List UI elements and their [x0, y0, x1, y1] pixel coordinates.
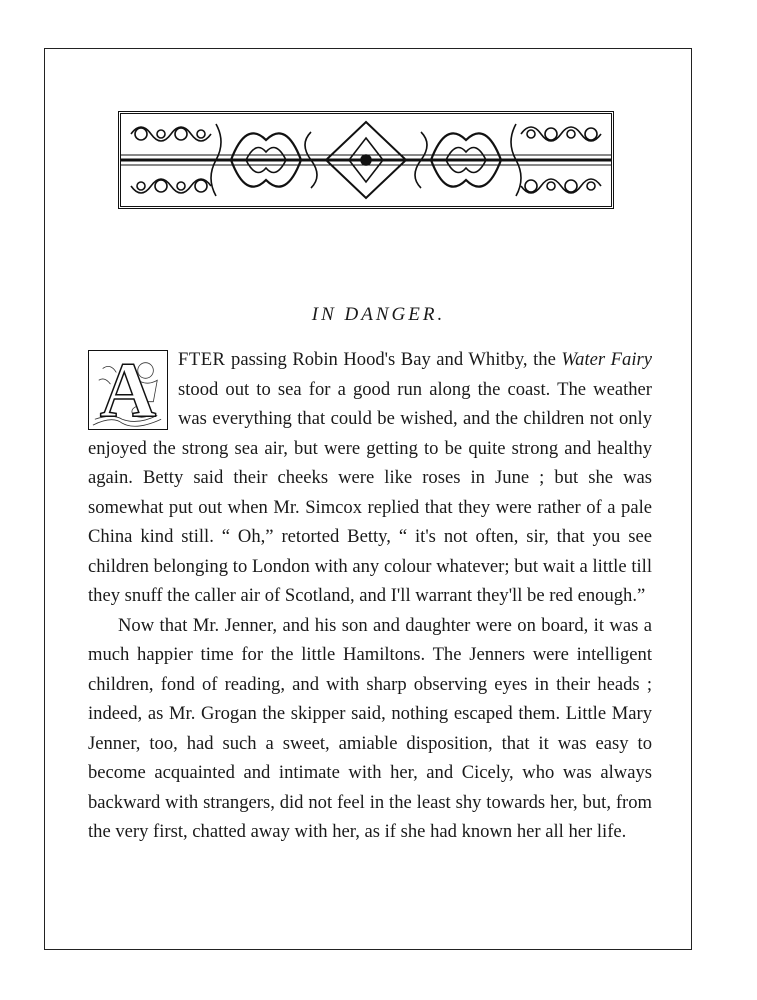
- ship-name: Water Fairy: [561, 349, 652, 370]
- drop-cap-letter: A: [99, 350, 157, 430]
- drop-cap: [88, 350, 168, 430]
- chapter-title: IN DANGER.: [311, 304, 446, 325]
- ornamental-headpiece: [118, 111, 614, 209]
- paragraph-1-part-2: stood out to sea for a good run along the coast. The weather was everything that could be wished, and the children not only enjoyed the strong sea air, but were getting to be quite strong and healthy again. Betty said their cheeks were like roses in June ; but she was somewhat put out when Mr. Simcox replied that they were rather of a pale China kind still. “ Oh,” retorted Betty, “ it's not often, sir, that you see children belonging to London with any colour whatever; but wait a little till they snuff the caller air of Scotland, and I'll warrant they'll be red enough.”: [88, 378, 652, 606]
- paragraph-1: [88, 345, 652, 611]
- body-text: [88, 345, 652, 847]
- paragraph-2: Now that Mr. Jenner, and his son and daughter were on board, it was a much happier time for the little Hamiltons. The Jenners were intelligent children, fond of reading, and with sharp observing eyes in their heads ; indeed, as Mr. Grogan the skipper said, nothing escaped them. Little Mary Jenner, too, had such a sweet, amiable disposition, that it was easy to become acquainted and intimate with her, and Cicely, who was always backward with strangers, did not feel in the least shy towards her, but, from the very first, chatted away with her, as if she had known her all her life.: [88, 614, 652, 842]
- paragraph-1-part-1: passing Robin Hood's Bay and Whitby, the: [225, 349, 562, 370]
- ornament-scrollwork-icon: [121, 114, 611, 206]
- opening-caps: FTER: [178, 349, 226, 370]
